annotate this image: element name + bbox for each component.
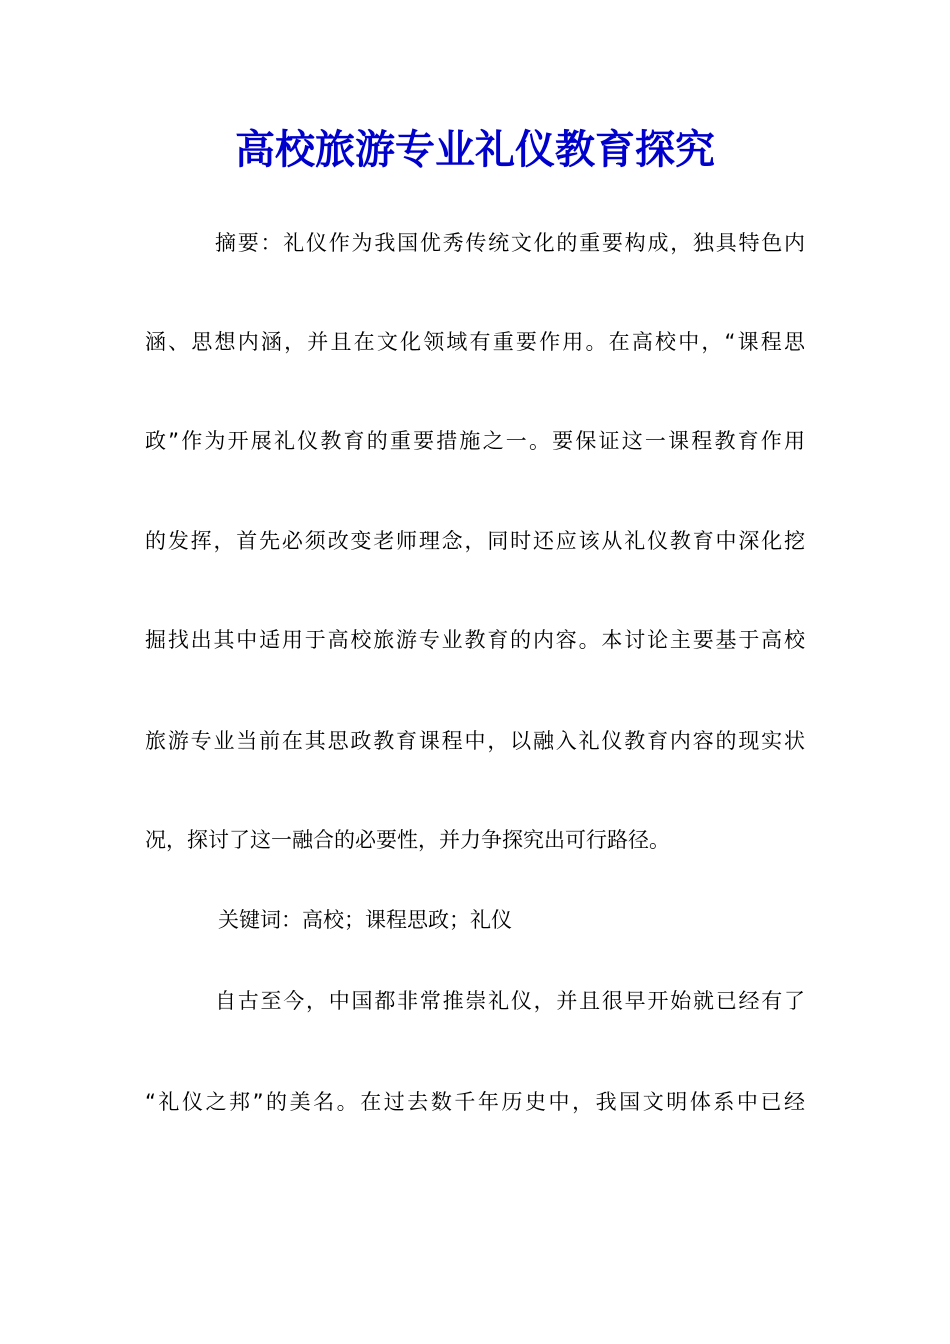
abstract-line-4: 的发挥，首先必须改变老师理念，同时还应该从礼仪教育中深化挖 — [145, 529, 805, 553]
abstract-line-5: 掘找出其中适用于高校旅游专业教育的内容。本讨论主要基于高校 — [145, 628, 805, 652]
keywords: 关键词：高校；课程思政；礼仪 — [218, 908, 512, 932]
body-line-2: “礼仪之邦”的美名。在过去数千年历史中，我国文明体系中已经 — [145, 1090, 805, 1114]
abstract-line-7: 况，探讨了这一融合的必要性，并力争探究出可行路径。 — [145, 828, 670, 852]
abstract-line-1: 摘要：礼仪作为我国优秀传统文化的重要构成，独具特色内 — [215, 231, 805, 255]
abstract-line-6: 旅游专业当前在其思政教育课程中，以融入礼仪教育内容的现实状 — [145, 729, 805, 753]
abstract-line-3: 政”作为开展礼仪教育的重要措施之一。要保证这一课程教育作用 — [145, 429, 805, 453]
body-line-1: 自古至今，中国都非常推崇礼仪，并且很早开始就已经有了 — [215, 989, 805, 1013]
document-title: 高校旅游专业礼仪教育探究 — [235, 126, 715, 173]
abstract-line-2: 涵、思想内涵，并且在文化领域有重要作用。在高校中，“课程思 — [145, 330, 805, 354]
